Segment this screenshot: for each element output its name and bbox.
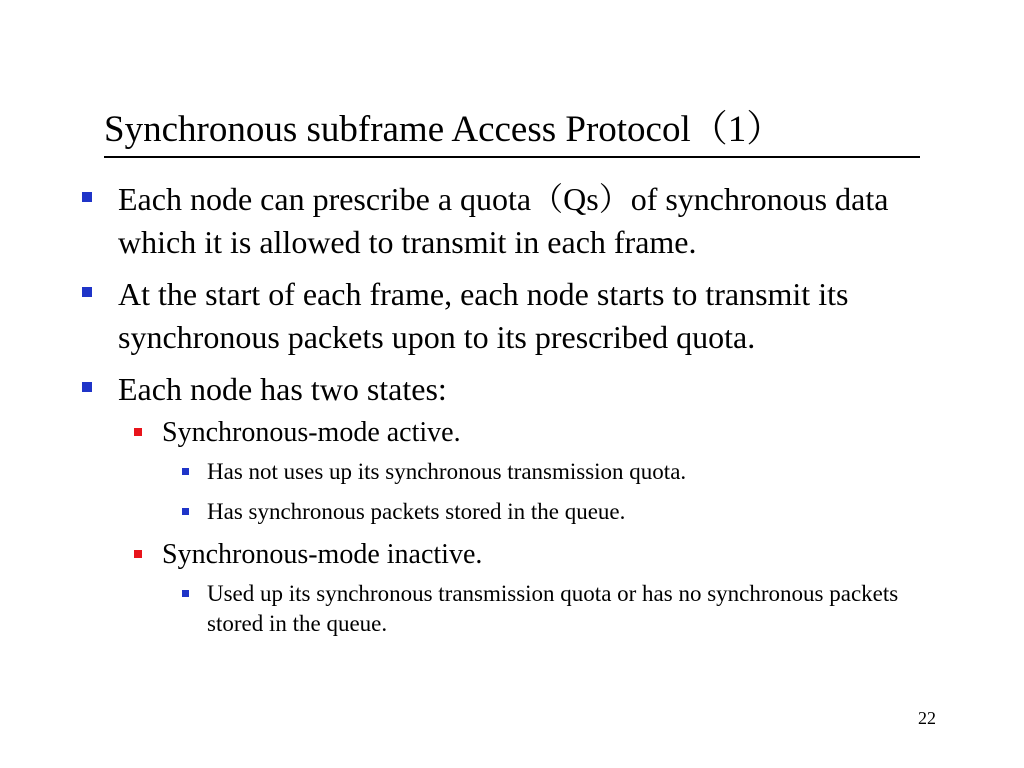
page-number: 22	[918, 708, 936, 728]
sub-sub-bullet-text: Has synchronous packets stored in the queue.	[207, 499, 626, 524]
bullet-item	[78, 273, 958, 359]
square-bullet-icon	[182, 468, 189, 475]
square-bullet-icon	[134, 428, 142, 436]
sub-sub-bullet-item	[78, 579, 947, 639]
sub-bullet-item	[78, 415, 958, 451]
sub-sub-bullet-item	[78, 457, 958, 487]
bullet-item	[78, 178, 958, 264]
sub-bullet-text: Synchronous-mode inactive.	[162, 539, 483, 570]
bullet-text: At the start of each frame, each node starts to transmit its synchronous packets upon to its prescribed quota.	[118, 276, 849, 355]
square-bullet-icon	[134, 550, 142, 558]
bullet-item	[78, 368, 958, 411]
square-bullet-icon	[182, 590, 189, 597]
sub-sub-bullet-text: Used up its synchronous transmission quota or has no synchronous packets stored in the queue.	[207, 581, 899, 636]
sub-sub-bullet-text: Has not uses up its synchronous transmission quota.	[207, 459, 687, 484]
slide-title: Synchronous subframe Access Protocol（1）	[104, 109, 784, 150]
bullet-text: Each node has two states:	[118, 371, 447, 407]
title-underline	[104, 156, 920, 158]
sub-bullet-item	[78, 537, 958, 573]
sub-sub-bullet-item	[78, 497, 958, 527]
sub-bullet-text: Synchronous-mode active.	[162, 417, 461, 448]
square-bullet-icon	[82, 192, 92, 202]
slide-body	[78, 178, 958, 649]
bullet-text: Each node can prescribe a quota（Qs）of synchronous data which it is allowed to transmit in each frame.	[118, 181, 889, 260]
square-bullet-icon	[82, 382, 92, 392]
square-bullet-icon	[82, 287, 92, 297]
square-bullet-icon	[182, 508, 189, 515]
